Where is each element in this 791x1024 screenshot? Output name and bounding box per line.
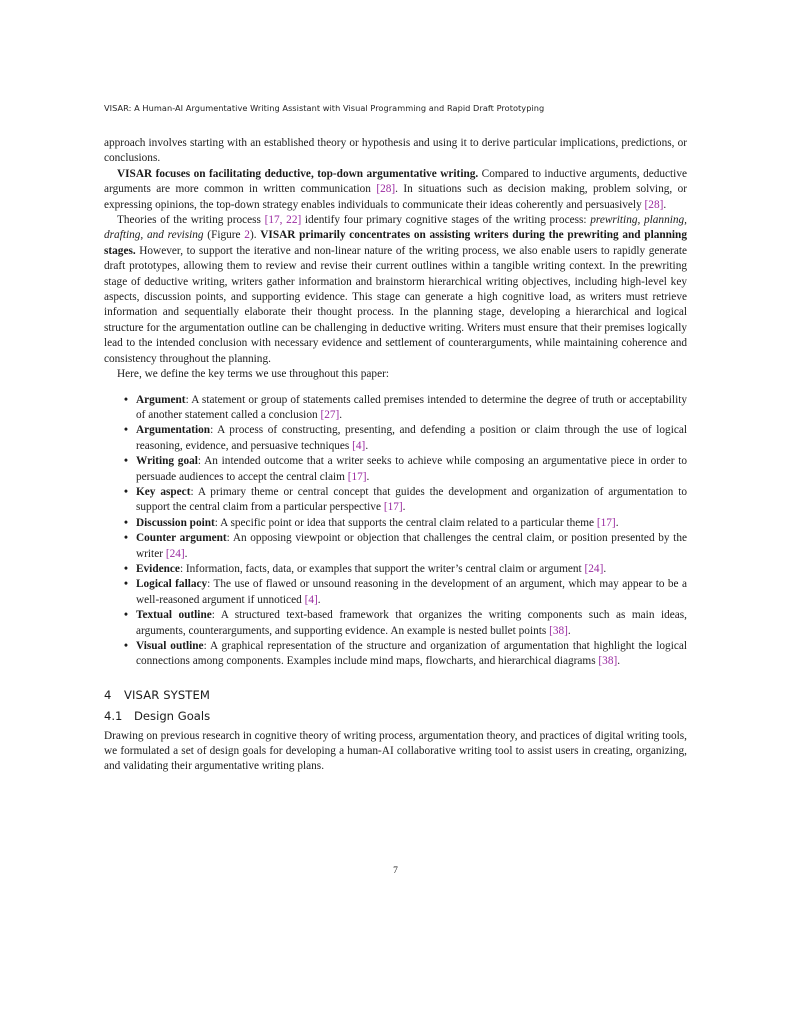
citation-link[interactable]: [4] (304, 593, 318, 606)
term-label: Evidence (136, 562, 180, 575)
text-run: . (184, 547, 188, 560)
citation-link[interactable]: [17] (347, 470, 367, 483)
text-run: ). (249, 229, 261, 242)
bold-claim: VISAR focuses on facilitating deductive, top-down argumentative writing. (117, 167, 479, 180)
text-run: . (317, 593, 321, 606)
citation-link[interactable]: [24] (165, 547, 185, 560)
page-number: 7 (393, 866, 398, 876)
key-terms-list (104, 393, 687, 670)
text-run: . (402, 501, 406, 514)
citation-link[interactable]: [17] (596, 516, 616, 529)
citation-link[interactable]: [27] (320, 408, 340, 421)
citation-link[interactable]: [28] (376, 183, 396, 196)
text-run: . (603, 562, 607, 575)
term-definition: : A process of constructing, presenting, and defending a position or claim through the use of logical reasoning, evidence, and persuasive techniques (136, 424, 687, 452)
list-item (136, 454, 687, 485)
list-item (136, 516, 687, 531)
section-title: VISAR SYSTEM (124, 687, 211, 702)
subsection-number: 4.1 (104, 709, 123, 724)
term-label: Argument (136, 393, 186, 406)
list-item (136, 531, 687, 562)
body-text (104, 136, 687, 775)
term-definition: : Information, facts, data, or examples that support the writer’s central claim or argument (179, 562, 585, 575)
list-item (136, 393, 687, 424)
text-run: (Figure (203, 229, 245, 242)
list-item (136, 423, 687, 454)
term-label: Counter argument (136, 532, 227, 545)
figure-link[interactable]: 2 (244, 229, 250, 242)
paragraph-continuation: approach involves starting with an established theory or hypothesis and using it to derive particular implications, predictions, or conclusions. (104, 137, 687, 165)
text-run: . (567, 624, 571, 637)
bold-claim: VISAR primarily concentrates on assisting writers during the prewriting and planning stages. (104, 229, 687, 257)
term-label: Visual outline (136, 640, 204, 652)
text-run: identify four primary cognitive stages of the writing process: (301, 214, 591, 227)
paragraph-writing-process (104, 213, 687, 367)
term-definition: : An intended outcome that a writer seeks to achieve while composing an argumentative piece in order to persuade audiences to accept the central claim (136, 455, 687, 483)
paragraph-design-goals: Drawing on previous research in cognitive theory of writing process, argumentation theory, and practices of digital writing tools, we formulated a set of design goals for developing a human-AI collaborative writing tool to assist users in creating, organizing, and validating their argumentative writing plans. (104, 729, 687, 773)
term-definition: : The use of flawed or unsound reasoning in the development of an argument, which may appear to be a well-reasoned argument if unnoticed (136, 578, 687, 606)
text-run: . In situations such as decision making, problem solving, or expressing opinions, the top-down strategy enables individuals to communicate their ideas coherently and persuasively (104, 183, 688, 211)
list-item (136, 562, 687, 577)
citation-link[interactable]: [4] (352, 439, 366, 452)
section-heading (104, 688, 687, 703)
term-label: Logical fallacy (136, 578, 208, 591)
term-label: Key aspect (136, 485, 191, 498)
subsection-title: Design Goals (134, 709, 211, 724)
text-run: . (617, 655, 621, 668)
text-run: Compared to inductive arguments, deductive arguments are more common in written communication (104, 167, 687, 196)
italic-stages: prewriting, planning, drafting, and revising (104, 214, 687, 242)
list-item (136, 577, 687, 608)
citation-link[interactable]: [38] (549, 624, 568, 637)
term-definition: : A graphical representation of the structure and organization of argumentation that highlight the logical connections among components. Examples include mind maps, flowcharts, and hierarchical diagrams (136, 640, 688, 668)
term-definition: : A primary theme or central concept that guides the development and organization of argumentation to support the central claim from a particular perspective (136, 485, 687, 514)
paragraph-deductive (104, 167, 687, 213)
text-run: . (663, 198, 667, 211)
term-label: Writing goal (136, 455, 198, 468)
list-item (136, 485, 687, 516)
list-item (136, 639, 687, 670)
section-number: 4 (104, 687, 112, 702)
text-run: However, to support the iterative and non-linear nature of the writing process, we also enable users to rapidly generate draft prototypes, allowing them to review and revise their current outlines within a tangible writing context. In the prewriting stage of deductive writing, writers gather information and brainstorm hierarchical writing objectives, including high-level key aspects, discussion points, and supporting evidence. This stage can generate a high cognitive load, as writers must retrieve information and sequentially elaborate their thought process. In the planning stage, developing a hierarchical and logical structure for the argumentation outline can be challenging in deductive writing. Writers must ensure that their premises logically lead to the intended conclusion with necessary evidence and settlement of counterarguments, while maintaining coherence and consistency throughout the planning. (104, 244, 687, 365)
running-header: VISAR: A Human-AI Argumentative Writing Assistant with Visual Programming and Rapid Draft Prototyping (104, 103, 545, 113)
citation-link[interactable]: [24] (584, 562, 604, 575)
citation-link[interactable]: [17, 22] (264, 214, 302, 227)
term-label: Discussion point (136, 516, 215, 529)
citation-link[interactable]: [38] (598, 655, 618, 668)
text-run: Theories of the writing process (117, 214, 265, 227)
term-definition: : A specific point or idea that supports the central claim related to a particular theme (214, 516, 597, 529)
term-definition: : A structured text-based framework that organizes the writing components such as main ideas, arguments, counterarguments, and supporting evidence. An example is nested bullet points (136, 609, 687, 637)
term-label: Textual outline (136, 609, 212, 622)
term-definition: : A statement or group of statements called premises intended to determine the degree of truth or acceptability of another statement called a conclusion (136, 393, 687, 421)
citation-link[interactable]: [28] (644, 198, 664, 211)
paragraph-key-terms-intro: Here, we define the key terms we use throughout this paper: (117, 368, 389, 381)
subsection-heading (104, 709, 687, 724)
term-definition: : An opposing viewpoint or objection that challenges the central claim, or position presented by the writer (136, 532, 687, 560)
text-run: . (366, 470, 370, 483)
term-label: Argumentation (136, 424, 211, 437)
text-run: . (615, 516, 619, 529)
text-run: . (339, 408, 343, 421)
list-item (136, 608, 687, 639)
text-run: . (365, 439, 369, 452)
citation-link[interactable]: [17] (383, 501, 403, 514)
